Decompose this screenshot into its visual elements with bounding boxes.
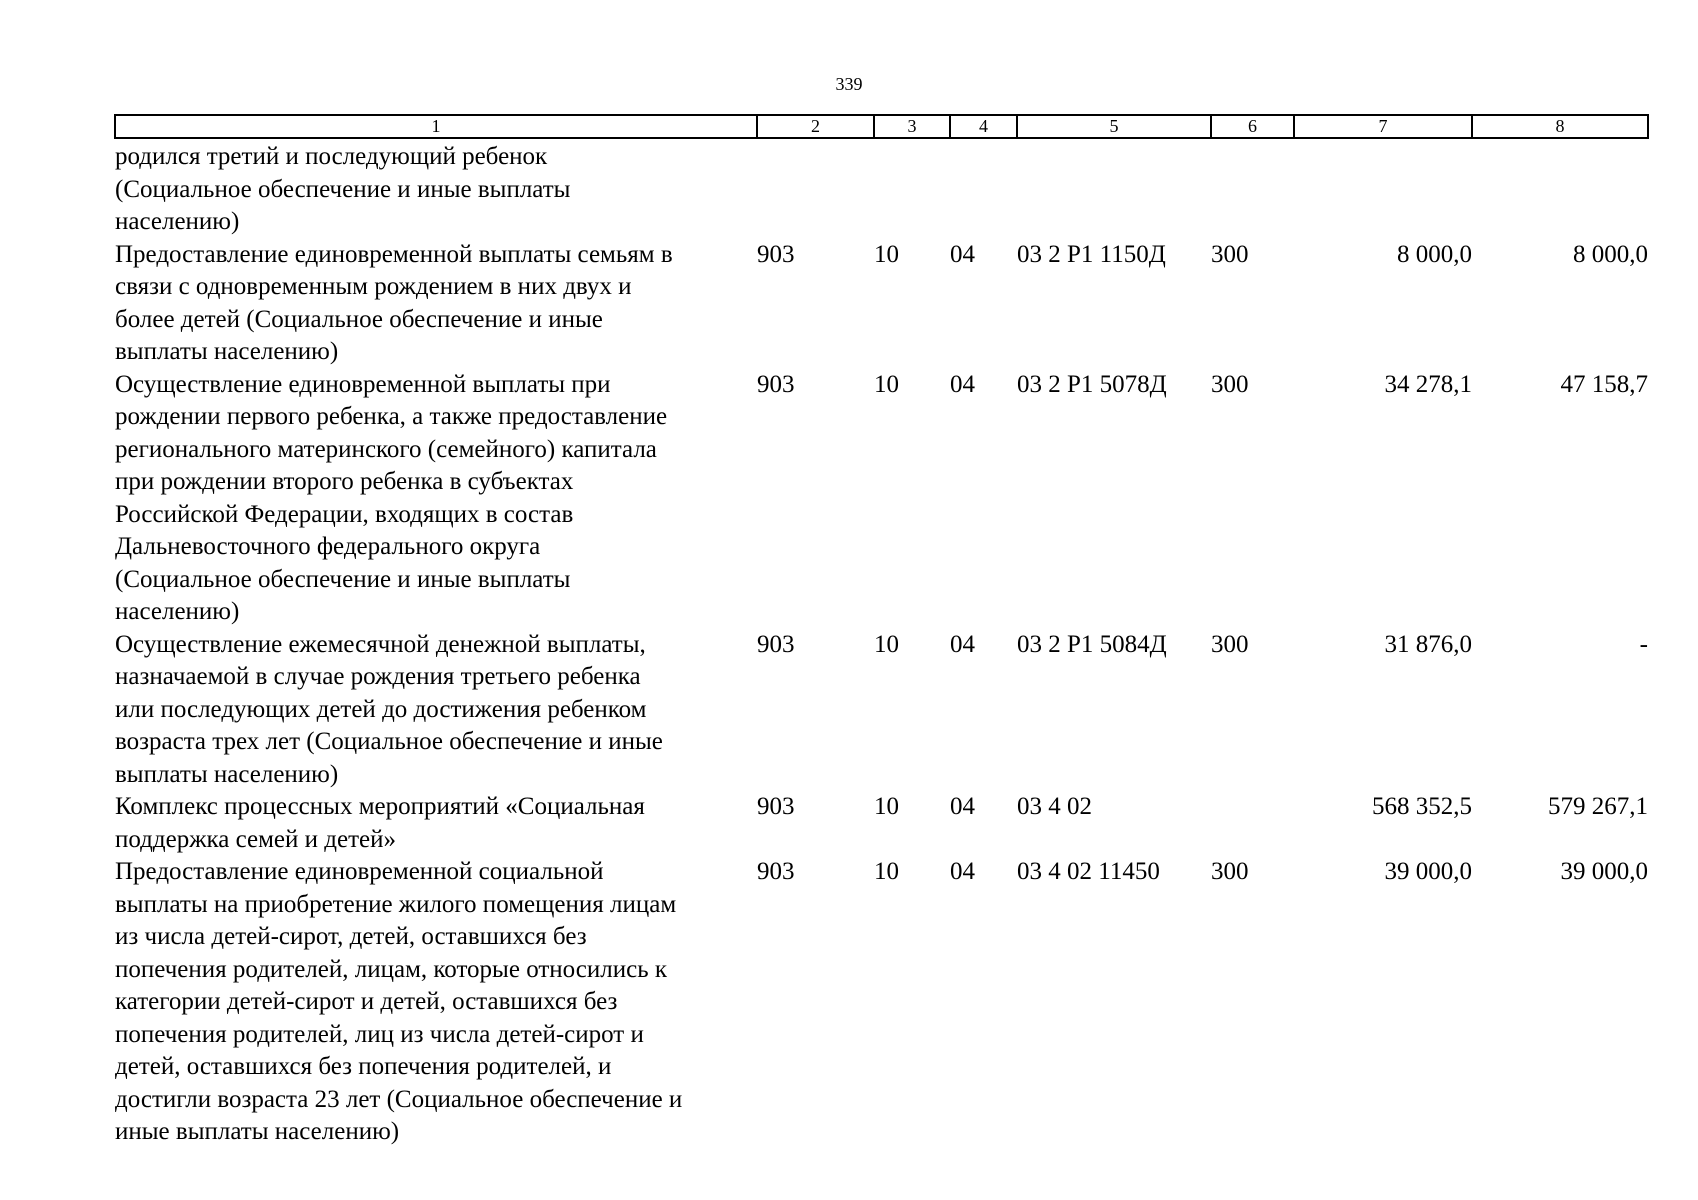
row-ministry-code: 903 xyxy=(757,793,795,820)
row-amount-1 xyxy=(1294,138,1472,239)
column-number-2: 2 xyxy=(757,115,874,138)
row-amount-2: 579 267,1 xyxy=(1548,793,1648,820)
row-amount-1: 568 352,5 xyxy=(1372,793,1472,820)
row-target-code xyxy=(1017,138,1211,239)
row-target-code: 03 2 Р1 5078Д xyxy=(1017,370,1167,398)
row-amount-2: 39 000,0 xyxy=(1560,858,1648,885)
row-name: Комплекс процессных мероприятий «Социальная поддержка семей и детей» xyxy=(115,793,645,853)
row-section-code xyxy=(874,138,950,239)
row-name: Предоставление единовременной выплаты семьям в связи с одновременным рождением в них двух и более детей (Социальное обеспечение и иные выплаты населению) xyxy=(115,240,673,365)
row-name: Предоставление единовременной социальной выплаты на приобретение жилого помещения лицам из числа детей-сирот, детей, оставшихся без попечения родителей, лицам, которые относились к категории детей-сирот и детей, оставшихся без попечения родителей, лиц из числа детей-сирот и детей, оставшихся без попечения родителей, и достигли возраста 23 лет (Социальное обеспечение и иные выплаты населению) xyxy=(115,858,683,1145)
page-number: 339 xyxy=(835,74,863,94)
row-target-code: 03 4 02 11450 xyxy=(1017,858,1160,885)
table-row xyxy=(115,856,1648,1149)
row-subsection-code: 04 xyxy=(950,370,975,398)
row-subsection-code: 04 xyxy=(950,630,975,658)
table-row xyxy=(115,138,1648,239)
row-amount-2: 47 158,7 xyxy=(1560,370,1648,398)
row-ministry-code: 903 xyxy=(757,370,795,398)
table-header xyxy=(115,115,1648,138)
row-section-code: 10 xyxy=(874,630,899,658)
row-section-code: 10 xyxy=(874,793,899,820)
row-amount-2 xyxy=(1472,138,1648,239)
column-number-1: 1 xyxy=(115,115,757,138)
row-amount-1: 31 876,0 xyxy=(1384,630,1472,658)
row-section-code: 10 xyxy=(874,240,899,268)
row-ministry-code: 903 xyxy=(757,858,795,885)
column-number-5: 5 xyxy=(1017,115,1211,138)
row-section-code: 10 xyxy=(874,370,899,398)
row-expense-type: 300 xyxy=(1211,630,1249,658)
row-section-code: 10 xyxy=(874,858,899,885)
row-subsection-code: 04 xyxy=(950,240,975,268)
row-name: Осуществление ежемесячной денежной выплаты, назначаемой в случае рождения третьего ребенка или последующих детей до достижения ребенком возраста трех лет (Социальное обеспечение и иные выплаты населению) xyxy=(115,630,663,788)
row-expense-type: 300 xyxy=(1211,370,1249,398)
table-body xyxy=(115,138,1648,1149)
row-ministry-code: 903 xyxy=(757,240,795,268)
row-expense-type: 300 xyxy=(1211,240,1249,268)
row-subsection-code: 04 xyxy=(950,858,975,885)
row-name: родился третий и последующий ребенок (Социальное обеспечение и иные выплаты населению) xyxy=(115,143,571,235)
row-target-code: 03 2 Р1 5084Д xyxy=(1017,630,1167,658)
row-expense-type xyxy=(1211,791,1294,856)
row-amount-2: 8 000,0 xyxy=(1573,240,1648,268)
header-row xyxy=(115,115,1648,138)
row-amount-1: 34 278,1 xyxy=(1384,370,1472,398)
column-number-7: 7 xyxy=(1294,115,1472,138)
row-expense-type: 300 xyxy=(1211,858,1249,885)
row-ministry-code xyxy=(757,138,874,239)
row-amount-1: 8 000,0 xyxy=(1397,240,1472,268)
row-name: Осуществление единовременной выплаты при рождении первого ребенка, а также предоставление регионального материнского (семейного) капитала при рождении второго ребенка в субъектах Российской Федерации, входящих в состав Дальневосточного федерального округа (Социальное обеспечение и иные выплаты населению) xyxy=(115,370,668,625)
row-expense-type xyxy=(1211,138,1294,239)
row-target-code: 03 4 02 xyxy=(1017,793,1092,820)
table-row xyxy=(115,239,1648,369)
row-ministry-code: 903 xyxy=(757,630,795,658)
column-number-3: 3 xyxy=(874,115,950,138)
column-number-6: 6 xyxy=(1211,115,1294,138)
column-number-4: 4 xyxy=(950,115,1017,138)
table-row xyxy=(115,791,1648,856)
row-amount-1: 39 000,0 xyxy=(1384,858,1472,885)
row-subsection-code: 04 xyxy=(950,793,975,820)
row-amount-2: - xyxy=(1639,630,1648,658)
table-row xyxy=(115,369,1648,629)
row-target-code: 03 2 Р1 1150Д xyxy=(1017,240,1166,268)
row-subsection-code xyxy=(950,138,1017,239)
table-row xyxy=(115,629,1648,792)
column-number-8: 8 xyxy=(1472,115,1648,138)
budget-table xyxy=(114,114,1649,1149)
